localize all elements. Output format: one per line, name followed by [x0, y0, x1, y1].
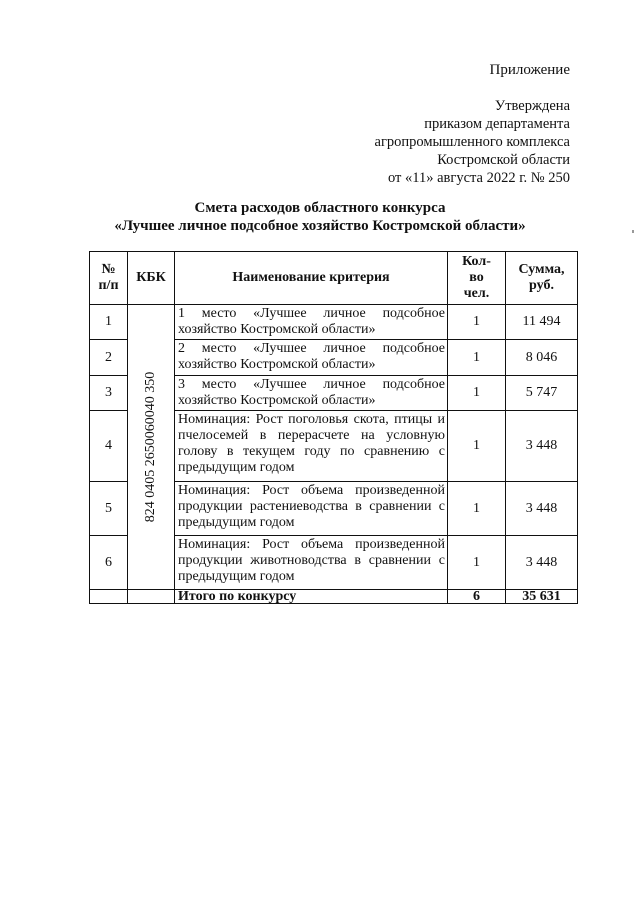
kbk-cell	[128, 305, 175, 590]
row-qty: 1	[448, 536, 506, 590]
row-criterion: Номинация: Рост объема произведенной продукции растениеводства в сравнении с предыдущим годом	[175, 482, 448, 536]
kbk-code: 824 0405 2650060040 350	[143, 371, 158, 523]
total-empty-num	[90, 590, 128, 604]
table-header-row	[90, 252, 578, 305]
row-sum: 3 448	[506, 536, 578, 590]
total-label: Итого по конкурсу	[175, 590, 448, 604]
title-line-1: Смета расходов областного конкурса	[194, 200, 446, 216]
approval-line: от «11» августа 2022 г. № 250	[388, 170, 570, 186]
total-empty-kbk	[128, 590, 175, 604]
row-qty: 1	[448, 411, 506, 482]
header-num: № п/п	[90, 252, 128, 305]
scan-artifact	[632, 230, 634, 233]
row-criterion: Номинация: Рост объема произведенной продукции животноводства в сравнении с предыдущим годом	[175, 536, 448, 590]
total-qty: 6	[448, 590, 506, 604]
approval-block	[375, 97, 570, 187]
row-qty: 1	[448, 376, 506, 411]
approval-line: Утверждена	[494, 98, 570, 114]
row-qty: 1	[448, 482, 506, 536]
table-row	[90, 305, 578, 340]
header-qty: Кол-во чел.	[448, 252, 506, 305]
row-sum: 11 494	[506, 305, 578, 340]
row-sum: 8 046	[506, 340, 578, 376]
row-sum: 5 747	[506, 376, 578, 411]
row-qty: 1	[448, 305, 506, 340]
row-num: 2	[90, 340, 128, 376]
appendix-label: Приложение	[489, 62, 570, 78]
row-sum: 3 448	[506, 411, 578, 482]
header-sum: Сумма, руб.	[506, 252, 578, 305]
total-sum: 35 631	[506, 590, 578, 604]
row-num: 1	[90, 305, 128, 340]
row-criterion: 3 место «Лучшее личное подсобное хозяйство Костромской области»	[175, 376, 448, 411]
title-line-2: «Лучшее личное подсобное хозяйство Костромской области»	[114, 218, 526, 234]
row-criterion: 2 место «Лучшее личное подсобное хозяйство Костромской области»	[175, 340, 448, 376]
row-criterion: 1 место «Лучшее личное подсобное хозяйство Костромской области»	[175, 305, 448, 340]
header-criterion: Наименование критерия	[175, 252, 448, 305]
approval-line: Костромской области	[437, 152, 570, 168]
row-num: 4	[90, 411, 128, 482]
row-num: 3	[90, 376, 128, 411]
row-num: 5	[90, 482, 128, 536]
row-sum: 3 448	[506, 482, 578, 536]
row-num: 6	[90, 536, 128, 590]
row-qty: 1	[448, 340, 506, 376]
approval-line: приказом департамента	[424, 116, 570, 132]
row-criterion: Номинация: Рост поголовья скота, птицы и пчелосемей в перерасчете на условную голову в текущем году по сравнению с предыдущим годом	[175, 411, 448, 482]
header-kbk: КБК	[128, 252, 175, 305]
estimate-table	[89, 251, 578, 604]
table-total-row	[90, 590, 578, 604]
document-title	[0, 199, 640, 235]
approval-line: агропромышленного комплекса	[374, 134, 570, 150]
